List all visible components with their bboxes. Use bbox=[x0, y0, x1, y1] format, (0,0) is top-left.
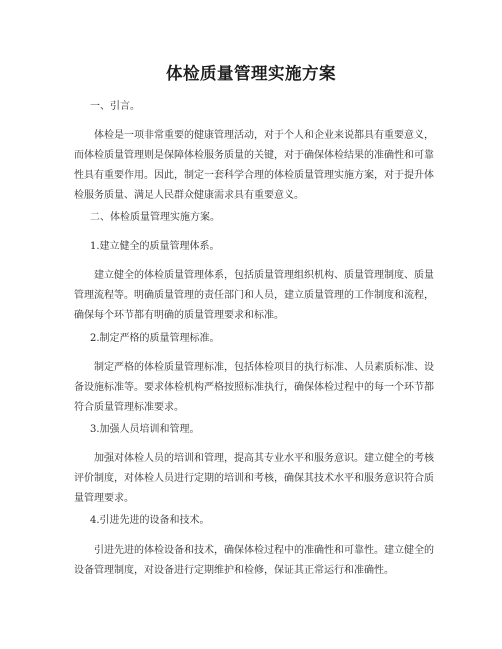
section-heading-intro: 一、引言。 bbox=[90, 101, 140, 112]
section-heading-plan: 二、体检质量管理实施方案。 bbox=[90, 212, 220, 223]
paragraph-item-3: 加强对体检人员的培训和管理，提高其专业水平和服务意识。建立健全的考核评价制度，对体检人员进行定期的培训和考核，确保其技术水平和服务意识符合质量管理要求。 bbox=[74, 453, 434, 504]
item-heading-4: 4.引进先进的设备和技术。 bbox=[90, 515, 210, 526]
paragraph-item-1: 建立健全的体检质量管理体系，包括质量管理组织机构、质量管理制度、质量管理流程等。明确质量管理的责任部门和人员，建立质量管理的工作制度和流程，确保每个环节都有明确的质量管理要求和标准。 bbox=[74, 270, 434, 321]
paragraph-item-2: 制定严格的体检质量管理标准，包括体检项目的执行标准、人员素质标准、设备设施标准等。要求体检机构严格按照标准执行，确保体检过程中的每一个环节都符合质量管理标准要求。 bbox=[74, 362, 434, 413]
paragraph-intro: 体检是一项非常重要的健康管理活动，对于个人和企业来说都具有重要意义，而体检质量管理则是保障体检服务质量的关键，对于确保体检结果的准确性和可靠性具有重要作用。因此，制定一套科学合理的体检质量管理实施方案，对于提升体检服务质量、满足人民群众健康需求具有重要意义。 bbox=[74, 130, 434, 201]
item-heading-2: 2.制定严格的质量管理标准。 bbox=[90, 333, 220, 344]
item-heading-3: 3.加强人员培训和管理。 bbox=[90, 424, 200, 435]
page-title: 体检质量管理实施方案 bbox=[166, 64, 336, 83]
paragraph-item-4: 引进先进的体检设备和技术，确保体检过程中的准确性和可靠性。建立健全的设备管理制度，对设备进行定期维护和检修，保证其正常运行和准确性。 bbox=[74, 545, 434, 576]
item-heading-1: 1.建立健全的质量管理体系。 bbox=[90, 241, 220, 252]
